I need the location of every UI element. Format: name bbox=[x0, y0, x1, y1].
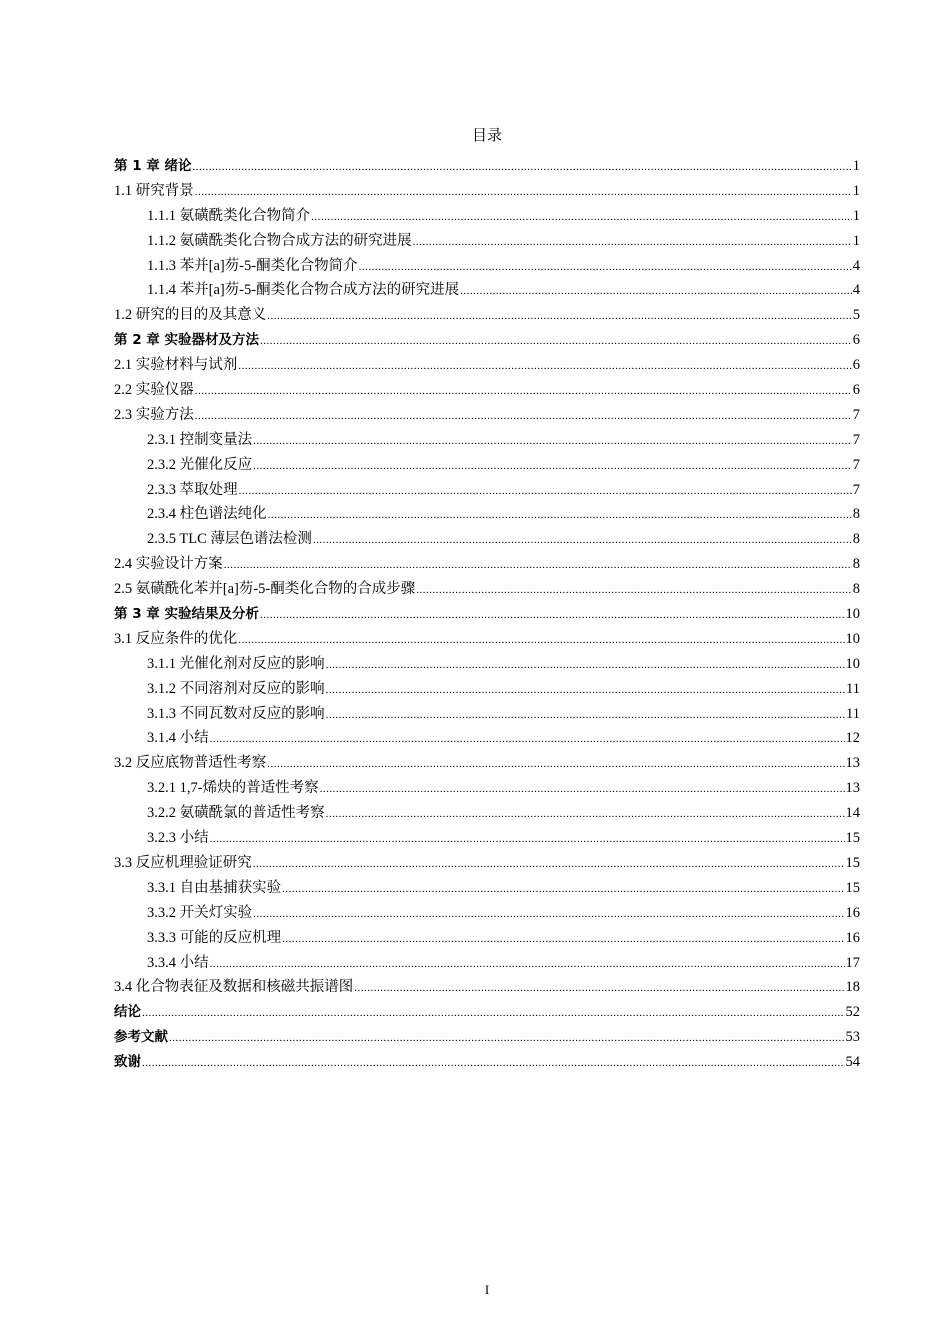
toc-entry-page: 13 bbox=[845, 780, 860, 797]
toc-entry[interactable] bbox=[114, 254, 860, 279]
toc-entry-page: 1 bbox=[852, 232, 860, 249]
toc-entry-label: 3.2.2 氨磺酰氯的普适性考察 bbox=[147, 805, 325, 822]
toc-dot-leader bbox=[193, 155, 852, 180]
toc-entry-label: 1.1.1 氨磺酰类化合物简介 bbox=[147, 207, 311, 224]
toc-entry-label: 2.3.3 萃取处理 bbox=[147, 481, 238, 498]
toc-dot-leader bbox=[239, 479, 852, 504]
toc-entry-page: 1 bbox=[852, 207, 860, 224]
toc-entry-label: 3.1.3 不同瓦数对反应的影响 bbox=[147, 705, 325, 722]
toc-entry-label: 3.2.1 1,7-烯炔的普适性考察 bbox=[147, 780, 319, 797]
toc-dot-leader bbox=[326, 653, 845, 678]
toc-entry[interactable] bbox=[114, 179, 860, 204]
toc-dot-leader bbox=[142, 1001, 845, 1026]
toc-entry[interactable] bbox=[114, 876, 860, 901]
toc-dot-leader bbox=[210, 952, 845, 977]
toc-entry-label: 1.2 研究的目的及其意义 bbox=[114, 307, 267, 324]
toc-entry[interactable] bbox=[114, 1025, 860, 1050]
toc-entry-label: 1.1.3 苯并[a]芴-5-酮类化合物简介 bbox=[147, 257, 358, 274]
toc-entry-page: 8 bbox=[852, 531, 860, 548]
toc-entry[interactable] bbox=[114, 826, 860, 851]
toc-entry-label: 2.2 实验仪器 bbox=[114, 382, 194, 399]
toc-entry-label: 2.1 实验材料与试剂 bbox=[114, 357, 238, 374]
toc-dot-leader bbox=[210, 827, 845, 852]
toc-dot-leader bbox=[282, 877, 844, 902]
page-number: I bbox=[484, 1282, 490, 1297]
toc-entry-label: 3.1 反应条件的优化 bbox=[114, 630, 238, 647]
toc-entry-page: 1 bbox=[852, 158, 860, 174]
toc-entry-label: 3.1.2 不同溶剂对反应的影响 bbox=[147, 680, 325, 697]
toc-entry-page: 52 bbox=[845, 1004, 860, 1021]
toc-entry-label: 2.3.5 TLC 薄层色谱法检测 bbox=[147, 531, 312, 548]
toc-entry-page: 53 bbox=[845, 1029, 860, 1046]
toc-entry[interactable] bbox=[114, 403, 860, 428]
toc-entry[interactable] bbox=[114, 204, 860, 229]
toc-entry[interactable] bbox=[114, 1000, 860, 1025]
toc-dot-leader bbox=[210, 727, 845, 752]
toc-entry-label: 结论 bbox=[114, 1004, 141, 1021]
toc-entry-page: 4 bbox=[852, 282, 860, 299]
toc-dot-leader bbox=[326, 703, 845, 728]
toc-dot-leader bbox=[253, 902, 844, 927]
toc-dot-leader bbox=[326, 802, 845, 827]
toc-entry-page: 16 bbox=[845, 929, 860, 946]
toc-entry-page: 15 bbox=[845, 854, 860, 871]
toc-entry-label: 第 3 章 实验结果及分析 bbox=[114, 606, 259, 623]
toc-entry[interactable] bbox=[114, 851, 860, 876]
toc-entry[interactable] bbox=[114, 726, 860, 751]
toc-entry[interactable] bbox=[114, 926, 860, 951]
toc-dot-leader bbox=[195, 404, 852, 429]
toc-entry-label: 3.3.1 自由基捕获实验 bbox=[147, 879, 282, 896]
toc-entry-label: 3.2 反应底物普适性考察 bbox=[114, 755, 267, 772]
toc-dot-leader bbox=[195, 379, 852, 404]
toc-entry-page: 8 bbox=[852, 556, 860, 573]
toc-dot-leader bbox=[253, 429, 852, 454]
toc-entry-page: 10 bbox=[845, 606, 860, 623]
toc-entry[interactable] bbox=[114, 502, 860, 527]
toc-dot-leader bbox=[169, 1026, 845, 1051]
toc-entry[interactable] bbox=[114, 552, 860, 577]
toc-entry-label: 2.3 实验方法 bbox=[114, 406, 194, 423]
toc-dot-leader bbox=[224, 553, 852, 578]
toc-entry-label: 3.3.4 小结 bbox=[147, 954, 209, 971]
toc-dot-leader bbox=[142, 1051, 845, 1076]
toc-entry[interactable] bbox=[114, 577, 860, 602]
toc-entry-label: 1.1.4 苯并[a]芴-5-酮类化合物合成方法的研究进展 bbox=[147, 282, 460, 299]
toc-entry[interactable] bbox=[114, 702, 860, 727]
toc-entry-label: 第 1 章 绪论 bbox=[114, 158, 192, 174]
toc-entry-label: 3.3.2 开关灯实验 bbox=[147, 904, 253, 921]
toc-entry[interactable] bbox=[114, 602, 860, 627]
toc-entry[interactable] bbox=[114, 776, 860, 801]
toc-entry[interactable] bbox=[114, 751, 860, 776]
toc-entry[interactable] bbox=[114, 328, 860, 353]
toc-entry-page: 5 bbox=[852, 307, 860, 324]
toc-entry-page: 18 bbox=[845, 979, 860, 996]
toc-entry-label: 3.3 反应机理验证研究 bbox=[114, 854, 252, 871]
toc-dot-leader bbox=[313, 528, 852, 553]
toc-title: 目录 bbox=[471, 128, 502, 144]
toc-dot-leader bbox=[260, 603, 845, 628]
toc-entry-page: 15 bbox=[845, 830, 860, 847]
toc-entry-page: 14 bbox=[845, 805, 860, 822]
toc-dot-leader bbox=[359, 255, 852, 280]
toc-dot-leader bbox=[416, 578, 852, 603]
toc-entry[interactable] bbox=[114, 652, 860, 677]
toc-entry-label: 参考文献 bbox=[114, 1029, 168, 1046]
toc-dot-leader bbox=[267, 752, 844, 777]
toc-entry[interactable] bbox=[114, 353, 860, 378]
toc-entry-label: 致谢 bbox=[114, 1054, 141, 1071]
toc-entry-page: 11 bbox=[846, 680, 860, 697]
toc-entry-label: 3.2.3 小结 bbox=[147, 830, 209, 847]
toc-dot-leader bbox=[195, 180, 852, 205]
toc-entry-page: 7 bbox=[852, 456, 860, 473]
toc-entry-label: 1.1 研究背景 bbox=[114, 182, 194, 199]
toc-list bbox=[114, 154, 860, 1075]
toc-dot-leader bbox=[260, 329, 852, 354]
toc-entry-page: 11 bbox=[846, 705, 860, 722]
toc-dot-leader bbox=[253, 454, 852, 479]
toc-entry-page: 10 bbox=[845, 655, 860, 672]
toc-dot-leader bbox=[311, 205, 852, 230]
toc-entry-page: 7 bbox=[852, 431, 860, 448]
toc-entry-page: 6 bbox=[852, 332, 860, 349]
toc-entry-label: 第 2 章 实验器材及方法 bbox=[114, 332, 259, 349]
toc-entry-page: 6 bbox=[852, 382, 860, 399]
toc-entry[interactable] bbox=[114, 677, 860, 702]
toc-entry-page: 4 bbox=[852, 257, 860, 274]
toc-entry[interactable] bbox=[114, 428, 860, 453]
toc-dot-leader bbox=[253, 852, 845, 877]
toc-entry-label: 3.1.4 小结 bbox=[147, 730, 209, 747]
toc-entry[interactable] bbox=[114, 154, 860, 179]
toc-entry-page: 1 bbox=[852, 182, 860, 199]
toc-dot-leader bbox=[238, 354, 852, 379]
toc-entry-page: 10 bbox=[845, 630, 860, 647]
toc-dot-leader bbox=[267, 304, 852, 329]
toc-entry[interactable] bbox=[114, 1050, 860, 1075]
toc-entry-page: 12 bbox=[845, 730, 860, 747]
toc-entry[interactable] bbox=[114, 478, 860, 503]
toc-entry[interactable] bbox=[114, 229, 860, 254]
toc-entry-label: 1.1.2 氨磺酰类化合物合成方法的研究进展 bbox=[147, 232, 412, 249]
toc-entry-page: 8 bbox=[852, 506, 860, 523]
toc-entry[interactable] bbox=[114, 901, 860, 926]
toc-dot-leader bbox=[268, 503, 852, 528]
toc-entry-page: 7 bbox=[852, 406, 860, 423]
toc-entry-page: 16 bbox=[845, 904, 860, 921]
toc-entry[interactable] bbox=[114, 453, 860, 478]
toc-entry-page: 13 bbox=[845, 755, 860, 772]
toc-entry-label: 2.3.4 柱色谱法纯化 bbox=[147, 506, 267, 523]
toc-entry-page: 7 bbox=[852, 481, 860, 498]
toc-entry[interactable] bbox=[114, 303, 860, 328]
toc-entry-label: 3.4 化合物表征及数据和核磁共振谱图 bbox=[114, 979, 354, 996]
toc-entry-page: 8 bbox=[852, 581, 860, 598]
toc-entry[interactable] bbox=[114, 951, 860, 976]
toc-dot-leader bbox=[238, 628, 844, 653]
toc-entry[interactable] bbox=[114, 278, 860, 303]
toc-entry-label: 2.4 实验设计方案 bbox=[114, 556, 223, 573]
toc-dot-leader bbox=[460, 279, 852, 304]
toc-entry[interactable] bbox=[114, 378, 860, 403]
toc-entry[interactable] bbox=[114, 801, 860, 826]
toc-dot-leader bbox=[320, 777, 845, 802]
toc-dot-leader bbox=[326, 678, 845, 703]
toc-entry-page: 15 bbox=[845, 879, 860, 896]
toc-entry[interactable] bbox=[114, 975, 860, 1000]
toc-dot-leader bbox=[282, 927, 844, 952]
toc-dot-leader bbox=[413, 230, 852, 255]
toc-entry[interactable] bbox=[114, 627, 860, 652]
toc-entry-page: 17 bbox=[845, 954, 860, 971]
toc-entry-page: 54 bbox=[845, 1054, 860, 1071]
toc-entry[interactable] bbox=[114, 527, 860, 552]
toc-dot-leader bbox=[354, 976, 844, 1001]
toc-entry-page: 6 bbox=[852, 357, 860, 374]
toc-entry-label: 2.3.2 光催化反应 bbox=[147, 456, 253, 473]
toc-entry-label: 3.1.1 光催化剂对反应的影响 bbox=[147, 655, 325, 672]
toc-entry-label: 3.3.3 可能的反应机理 bbox=[147, 929, 282, 946]
toc-entry-label: 2.3.1 控制变量法 bbox=[147, 431, 253, 448]
toc-entry-label: 2.5 氨磺酰化苯并[a]芴-5-酮类化合物的合成步骤 bbox=[114, 581, 416, 598]
